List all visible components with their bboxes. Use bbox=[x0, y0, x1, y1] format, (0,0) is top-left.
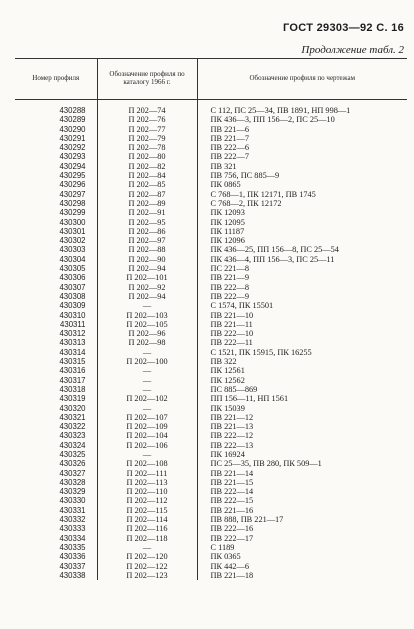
drawing-designation-cell: ПВ 221—12 bbox=[197, 413, 407, 422]
drawing-designation-cell: ПВ 221—10 bbox=[197, 311, 407, 320]
table-row bbox=[15, 338, 407, 347]
profile-number-cell: 430314 bbox=[59, 347, 86, 357]
profile-number-cell: 430297 bbox=[59, 189, 86, 199]
table-row bbox=[15, 125, 407, 134]
drawing-designation-cell: ПК 12095 bbox=[197, 218, 407, 227]
column-header-catalog-designation: Обозначение профиля по каталогу 1966 г. bbox=[97, 59, 197, 100]
drawing-designation-cell: ПП 156—11, НП 1561 bbox=[197, 394, 407, 403]
table-row bbox=[15, 199, 407, 208]
drawing-designation-cell: ПВ 222—14 bbox=[197, 487, 407, 496]
drawing-designation-cell: ПВ 222—13 bbox=[197, 441, 407, 450]
drawing-designation-cell: ПК 12561 bbox=[197, 366, 407, 375]
catalog-designation-cell: П 202—82 bbox=[97, 162, 197, 171]
table-row bbox=[15, 218, 407, 227]
catalog-designation-cell: П 202—95 bbox=[97, 218, 197, 227]
column-header-drawing-designation: Обозначение профиля по чертежам bbox=[197, 59, 407, 100]
catalog-designation-cell: П 202—120 bbox=[97, 552, 197, 561]
catalog-designation-cell: П 202—89 bbox=[97, 199, 197, 208]
drawing-designation-cell: ПВ 222—8 bbox=[197, 283, 407, 292]
profile-number-cell: 430324 bbox=[59, 440, 86, 450]
table-row bbox=[15, 152, 407, 161]
catalog-designation-cell: — bbox=[97, 348, 197, 357]
catalog-designation-cell: П 202—77 bbox=[97, 125, 197, 134]
table-row bbox=[15, 562, 407, 571]
profile-number-cell: 430303 bbox=[59, 245, 86, 255]
catalog-designation-cell: — bbox=[97, 376, 197, 385]
profile-number-cell: 430328 bbox=[59, 477, 86, 487]
table-row bbox=[15, 357, 407, 366]
drawing-designation-cell: ПВ 756, ПС 885—9 bbox=[197, 171, 407, 180]
drawing-designation-cell: ПВ 222—6 bbox=[197, 143, 407, 152]
profile-number-cell: 430294 bbox=[59, 161, 86, 171]
profile-number-cell: 430313 bbox=[59, 338, 86, 348]
drawing-designation-cell: ПВ 221—7 bbox=[197, 134, 407, 143]
catalog-designation-cell: П 202—91 bbox=[97, 208, 197, 217]
table-row bbox=[15, 496, 407, 505]
table-row bbox=[15, 487, 407, 496]
drawing-designation-cell: ПВ 888, ПВ 221—17 bbox=[197, 515, 407, 524]
catalog-designation-cell: П 202—108 bbox=[97, 459, 197, 468]
catalog-designation-cell: П 202—113 bbox=[97, 478, 197, 487]
profile-number-cell: 430318 bbox=[59, 384, 86, 394]
table-row bbox=[15, 208, 407, 217]
profile-number-cell: 430334 bbox=[59, 533, 86, 543]
table-row bbox=[15, 171, 407, 180]
table-row bbox=[15, 404, 407, 413]
profile-number-cell: 430323 bbox=[59, 431, 86, 441]
drawing-designation-cell: ПС 221—8 bbox=[197, 264, 407, 273]
table-row bbox=[15, 394, 407, 403]
catalog-designation-cell: П 202—110 bbox=[97, 487, 197, 496]
table-row bbox=[15, 236, 407, 245]
table-row bbox=[15, 227, 407, 236]
drawing-designation-cell: ПВ 221—18 bbox=[197, 571, 407, 580]
catalog-designation-cell: П 202—79 bbox=[97, 134, 197, 143]
drawing-designation-cell: ПК 0365 bbox=[197, 552, 407, 561]
catalog-designation-cell: П 202—107 bbox=[97, 413, 197, 422]
profile-number-cell: 430312 bbox=[59, 329, 86, 339]
catalog-designation-cell: П 202—112 bbox=[97, 496, 197, 505]
table-row bbox=[15, 469, 407, 478]
drawing-designation-cell: ПК 15039 bbox=[197, 404, 407, 413]
catalog-designation-cell: — bbox=[97, 301, 197, 310]
catalog-designation-cell: П 202—103 bbox=[97, 311, 197, 320]
catalog-designation-cell: П 202—80 bbox=[97, 152, 197, 161]
catalog-designation-cell: П 202—109 bbox=[97, 422, 197, 431]
profile-number-cell: 430316 bbox=[59, 366, 86, 376]
catalog-designation-cell: — bbox=[97, 404, 197, 413]
profile-number-cell: 430296 bbox=[59, 180, 86, 190]
drawing-designation-cell: ПВ 222—11 bbox=[197, 338, 407, 347]
table-row bbox=[15, 301, 407, 310]
drawing-designation-cell: ПВ 221—14 bbox=[197, 469, 407, 478]
catalog-designation-cell: П 202—84 bbox=[97, 171, 197, 180]
catalog-designation-cell: П 202—96 bbox=[97, 329, 197, 338]
catalog-designation-cell: П 202—115 bbox=[97, 506, 197, 515]
drawing-designation-cell: С 768—2, ПК 12172 bbox=[197, 199, 407, 208]
profile-number-cell: 430288 bbox=[59, 106, 86, 115]
table-row bbox=[15, 162, 407, 171]
drawing-designation-cell: ПВ 322 bbox=[197, 357, 407, 366]
table-row bbox=[15, 543, 407, 552]
document-header: ГОСТ 29303—92 С. 16 bbox=[283, 22, 404, 34]
profile-number-cell: 430335 bbox=[59, 542, 86, 552]
drawing-designation-cell: ПК 12562 bbox=[197, 376, 407, 385]
catalog-designation-cell: — bbox=[97, 366, 197, 375]
profile-number-cell: 430305 bbox=[59, 264, 86, 274]
catalog-designation-cell: П 202—87 bbox=[97, 190, 197, 199]
profile-number-cell: 430338 bbox=[59, 570, 86, 580]
table-row bbox=[15, 255, 407, 264]
table-row bbox=[15, 190, 407, 199]
drawing-designation-cell: ПВ 321 bbox=[197, 162, 407, 171]
profile-number-cell: 430320 bbox=[59, 403, 86, 413]
profile-number-cell: 430295 bbox=[59, 171, 86, 181]
catalog-designation-cell: П 202—92 bbox=[97, 283, 197, 292]
catalog-designation-cell: П 202—116 bbox=[97, 524, 197, 533]
drawing-designation-cell: ПВ 221—15 bbox=[197, 478, 407, 487]
table-row bbox=[15, 524, 407, 533]
table-row bbox=[15, 320, 407, 329]
profile-number-cell: 430325 bbox=[59, 449, 86, 459]
profile-number-cell: 430307 bbox=[59, 282, 86, 292]
drawing-designation-cell: ПК 0865 bbox=[197, 180, 407, 189]
catalog-designation-cell: П 202—98 bbox=[97, 338, 197, 347]
table-row bbox=[15, 329, 407, 338]
catalog-designation-cell: П 202—94 bbox=[97, 292, 197, 301]
profile-number-cell: 430293 bbox=[59, 152, 86, 162]
drawing-designation-cell: ПВ 222—10 bbox=[197, 329, 407, 338]
profile-table bbox=[15, 58, 407, 580]
drawing-designation-cell: ПВ 221—6 bbox=[197, 125, 407, 134]
drawing-designation-cell: ПВ 222—9 bbox=[197, 292, 407, 301]
table-row bbox=[15, 515, 407, 524]
drawing-designation-cell: ПК 16924 bbox=[197, 450, 407, 459]
table-row bbox=[15, 413, 407, 422]
drawing-designation-cell: С 1521, ПК 15915, ПК 16255 bbox=[197, 348, 407, 357]
profile-number-cell: 430317 bbox=[59, 375, 86, 385]
profile-number-cell: 430306 bbox=[59, 273, 86, 283]
profile-number-cell: 430333 bbox=[59, 524, 86, 534]
drawing-designation-cell: ПК 12096 bbox=[197, 236, 407, 245]
table-row bbox=[15, 283, 407, 292]
table-header bbox=[15, 59, 407, 100]
drawing-designation-cell: ПВ 222—17 bbox=[197, 534, 407, 543]
catalog-designation-cell: П 202—100 bbox=[97, 357, 197, 366]
table-row bbox=[15, 311, 407, 320]
catalog-designation-cell: П 202—114 bbox=[97, 515, 197, 524]
catalog-designation-cell: П 202—97 bbox=[97, 236, 197, 245]
drawing-designation-cell: ПК 436—3, ПП 156—2, ПС 25—10 bbox=[197, 115, 407, 124]
profile-number-cell: 430299 bbox=[59, 208, 86, 218]
profile-number-cell: 430292 bbox=[59, 143, 86, 153]
table-row bbox=[15, 450, 407, 459]
profile-number-cell: 430289 bbox=[59, 115, 86, 125]
table-row bbox=[15, 385, 407, 394]
profile-number-cell: 430319 bbox=[59, 394, 86, 404]
catalog-designation-cell: П 202—78 bbox=[97, 143, 197, 152]
table-row bbox=[15, 571, 407, 580]
table-row bbox=[15, 143, 407, 152]
catalog-designation-cell: П 202—104 bbox=[97, 431, 197, 440]
table-row bbox=[15, 552, 407, 561]
catalog-designation-cell: П 202—122 bbox=[97, 562, 197, 571]
table-row bbox=[15, 422, 407, 431]
drawing-designation-cell: ПК 436—4, ПП 156—3, ПС 25—11 bbox=[197, 255, 407, 264]
catalog-designation-cell: П 202—123 bbox=[97, 571, 197, 580]
drawing-designation-cell: ПВ 222—15 bbox=[197, 496, 407, 505]
table-row bbox=[15, 180, 407, 189]
profile-number-cell: 430311 bbox=[60, 319, 86, 329]
profile-number-cell: 430300 bbox=[59, 217, 86, 227]
drawing-designation-cell: ПВ 222—7 bbox=[197, 152, 407, 161]
drawing-designation-cell: ПК 436—25, ПП 156—8, ПС 25—54 bbox=[197, 245, 407, 254]
table-row bbox=[15, 478, 407, 487]
profile-number-cell: 430327 bbox=[59, 468, 86, 478]
profile-number-cell: 430331 bbox=[59, 505, 86, 515]
catalog-designation-cell: П 202—88 bbox=[97, 245, 197, 254]
catalog-designation-cell: П 202—102 bbox=[97, 394, 197, 403]
profile-number-cell: 430308 bbox=[59, 291, 86, 301]
table-continuation-label: Продолжение табл. 2 bbox=[301, 44, 404, 56]
table-row bbox=[15, 366, 407, 375]
catalog-designation-cell: — bbox=[97, 450, 197, 459]
table-row bbox=[15, 245, 407, 254]
drawing-designation-cell: ПВ 221—11 bbox=[197, 320, 407, 329]
drawing-designation-cell: ПС 885—869 bbox=[197, 385, 407, 394]
profile-number-cell: 430326 bbox=[59, 459, 86, 469]
table-row bbox=[15, 100, 407, 116]
drawing-designation-cell: ПВ 222—16 bbox=[197, 524, 407, 533]
table-body bbox=[15, 100, 407, 581]
drawing-designation-cell: ПК 12093 bbox=[197, 208, 407, 217]
catalog-designation-cell: П 202—94 bbox=[97, 264, 197, 273]
catalog-designation-cell: П 202—106 bbox=[97, 441, 197, 450]
drawing-designation-cell: ПК 11187 bbox=[197, 227, 407, 236]
catalog-designation-cell: П 202—105 bbox=[97, 320, 197, 329]
profile-number-cell: 430291 bbox=[59, 133, 86, 143]
table-row bbox=[15, 441, 407, 450]
table-row bbox=[15, 459, 407, 468]
drawing-designation-cell: С 1189 bbox=[197, 543, 407, 552]
table-row bbox=[15, 115, 407, 124]
drawing-designation-cell: С 1574, ПК 15501 bbox=[197, 301, 407, 310]
table-row bbox=[15, 431, 407, 440]
profile-number-cell: 430302 bbox=[59, 236, 86, 246]
drawing-designation-cell: ПС 25—35, ПВ 280, ПК 509—1 bbox=[197, 459, 407, 468]
drawing-designation-cell: ПВ 222—12 bbox=[197, 431, 407, 440]
table-row bbox=[15, 273, 407, 282]
table-row bbox=[15, 348, 407, 357]
drawing-designation-cell: ПВ 221—16 bbox=[197, 506, 407, 515]
catalog-designation-cell: П 202—85 bbox=[97, 180, 197, 189]
catalog-designation-cell: П 202—74 bbox=[97, 100, 197, 116]
profile-number-cell: 430336 bbox=[59, 552, 86, 562]
catalog-designation-cell: — bbox=[97, 543, 197, 552]
drawing-designation-cell: С 768—1, ПК 12171, ПВ 1745 bbox=[197, 190, 407, 199]
catalog-designation-cell: П 202—101 bbox=[97, 273, 197, 282]
table-row bbox=[15, 264, 407, 273]
profile-number-cell: 430322 bbox=[59, 422, 86, 432]
profile-number-cell: 430298 bbox=[59, 198, 86, 208]
catalog-designation-cell: П 202—111 bbox=[97, 469, 197, 478]
table-row bbox=[15, 134, 407, 143]
column-header-profile-number: Номер профиля bbox=[15, 59, 97, 100]
catalog-designation-cell: П 202—90 bbox=[97, 255, 197, 264]
table-row bbox=[15, 376, 407, 385]
table-row bbox=[15, 292, 407, 301]
drawing-designation-cell: ПК 442—6 bbox=[197, 562, 407, 571]
catalog-designation-cell: П 202—76 bbox=[97, 115, 197, 124]
drawing-designation-cell: ПВ 221—9 bbox=[197, 273, 407, 282]
profile-number-cell: 430337 bbox=[59, 561, 86, 571]
profile-number-cell: 430315 bbox=[59, 357, 86, 367]
catalog-designation-cell: П 202—118 bbox=[97, 534, 197, 543]
catalog-designation-cell: П 202—86 bbox=[97, 227, 197, 236]
catalog-designation-cell: — bbox=[97, 385, 197, 394]
drawing-designation-cell: С 112, ПС 25—34, ПВ 1891, НП 998—1 bbox=[197, 100, 407, 116]
profile-number-cell: 430329 bbox=[59, 487, 86, 497]
profile-number-cell: 430332 bbox=[59, 515, 86, 525]
profile-number-cell: 430330 bbox=[59, 496, 86, 506]
profile-number-cell: 430310 bbox=[59, 310, 86, 320]
profile-number-cell: 430304 bbox=[59, 254, 86, 264]
drawing-designation-cell: ПВ 221—13 bbox=[197, 422, 407, 431]
table-row bbox=[15, 534, 407, 543]
profile-number-cell: 430290 bbox=[59, 124, 86, 134]
profile-number-cell: 430321 bbox=[59, 412, 86, 422]
profile-number-cell: 430301 bbox=[59, 226, 86, 236]
profile-number-cell: 430309 bbox=[59, 301, 86, 311]
table-row bbox=[15, 506, 407, 515]
